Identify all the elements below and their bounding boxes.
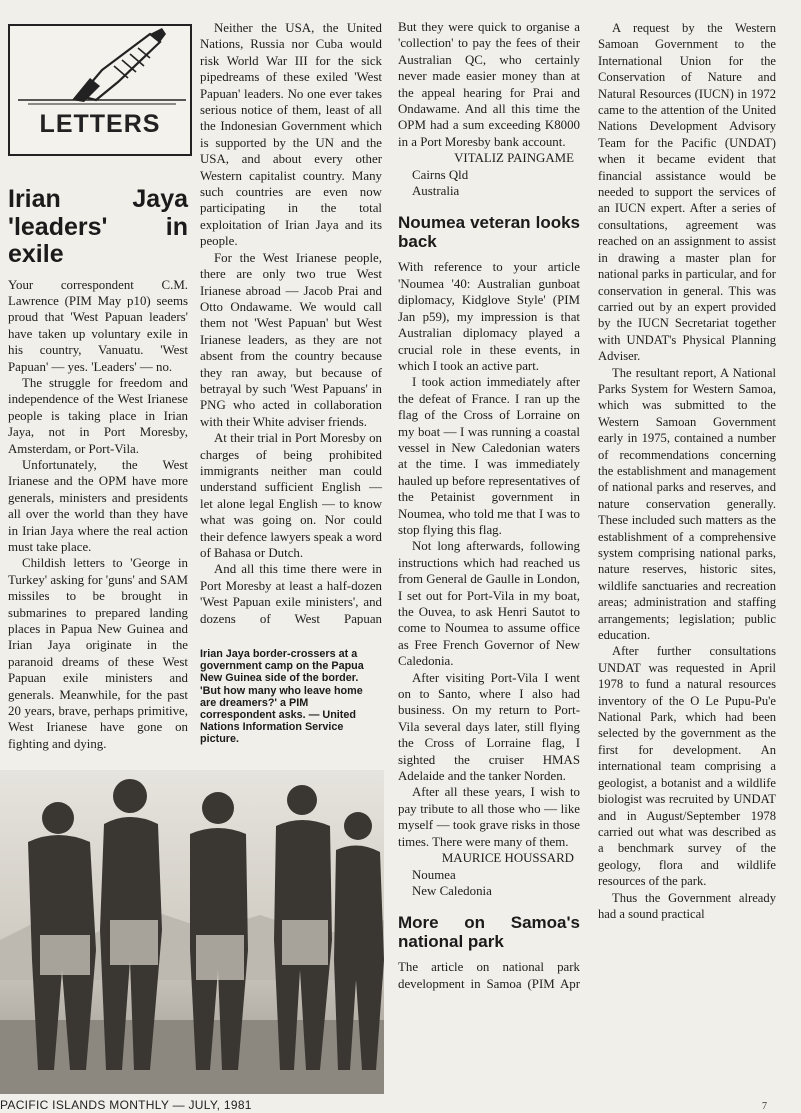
- letter1-paragraph: The struggle for freedom and independence of the West Irianese people is taking place in Irian Jaya, not in Port Moresby, Amsterdam, or Port-Vila.: [8, 375, 188, 456]
- letter1-signature-country: Australia: [412, 184, 460, 199]
- pen-and-ink-bottle-icon: [10, 26, 194, 106]
- letter1-paragraph: Childish letters to 'George in Turkey' asking for 'guns' and SAM missiles to be brought in submarines to prepared landing places in Papua New Guinea and Irian Jaya originate in the paranoid dreams of these West Papuan exile ministers and generals. Meanwhile, for the past 20 years, brave, perhaps primitive, West Irianese have gone on fighting and dying.: [8, 556, 188, 751]
- column-3: [398, 20, 580, 991]
- column-2: [200, 20, 382, 625]
- letter3-headline: More on Samoa's national park: [398, 913, 580, 952]
- letters-logo-text: LETTERS: [39, 110, 161, 138]
- letter1-paragraph: For the West Irianese people, there are only two true West Irianese abroad — Jacob Prai and Otto Ondawame. We would call them not 'West Papuan' but West Irianese leaders, as they are not absent from the country because they ran away, but because of betrayal by such 'West Papuans' in PNG who acted in collaboration with their White adviser friends.: [200, 250, 382, 429]
- letter3-paragraph: A request by the Western Samoan Government to the International Union for the Conservation of Nature and Natural Resources (IUCN) in 1972 came to the attention of the United Nations Development Advisory Team for the Pacific (UNDAT) when it became evident that financial assistance would be needed to support the services of an IUCN expert. After a series of consultations, agreement was reached on an assignment to assist in drawing a master plan for national parks in particular, and for conservation in general. This was carried out by an expert provided by the IUCN Secretariat together with UNDAT's Physical Planning Adviser.: [598, 21, 776, 364]
- letter2-paragraph: With reference to your article 'Noumea '40: Australian gunboat diplomacy, Kidglove Style' (PIM Jan p59), my impression is that Australian diplomacy played a crucial role in these events, in which I took an active part.: [398, 260, 580, 373]
- letter2-signature-city: Noumea: [412, 867, 456, 882]
- letter3-paragraph: The article on national park development in Samoa (PIM Apr: [398, 960, 580, 991]
- letter2-headline: Noumea veteran looks back: [398, 213, 580, 252]
- border-crossers-photo: [0, 770, 384, 1094]
- photo-caption: Irian Jaya border-crossers at a government camp on the Papua New Guinea side of the border. 'But how many who leave home are dreamers?' a PIM correspondent asks. — United Nations Information Service picture.: [200, 648, 364, 746]
- letter1-headline: Irian Jaya 'leaders' in exile: [8, 185, 188, 268]
- page-footer: PACIFIC ISLANDS MONTHLY — JULY, 1981: [0, 1098, 252, 1112]
- letter2-paragraph: After all these years, I wish to pay tribute to all those who — like myself — took grave risks in those times. There were many of them.: [398, 785, 580, 849]
- column-1: [8, 186, 188, 752]
- letter1-paragraph: Neither the USA, the United Nations, Russia nor Cuba would risk World War III for the sick pipedreams of these exiled 'West Papuan' leaders. No one ever takes serious notice of them, least of all the Indonesian Government which is supported by the UN and the USA, and about every other Western capitalist country. Many such countries are even now participating in the total exploitation of Irian Jaya and its people.: [200, 21, 382, 249]
- column-4: [598, 20, 776, 922]
- letter1-paragraph: And all this time there were in Port Moresby at least a half-dozen 'West Papuan exile ministers', and dozens of West Papuan: [200, 562, 382, 626]
- letter1-paragraph: But they were quick to organise a 'collection' to pay the fees of their Australian QC, who certainly never made easier money than at the appeal hearing for Prai and Ondawame. And all this time the OPM had a sum exceeding K8000 in a Port Moresby bank account.: [398, 20, 580, 149]
- letter2-signature-country: New Caledonia: [412, 883, 492, 898]
- letter2-paragraph: Not long afterwards, following instructions which had reached us from General de Gaulle in London, I set out for Port-Vila in my boat, the Ouvea, to ask Henri Sautot to come to Noumea to assume office as Free French Governor of New Caledonia.: [398, 539, 580, 669]
- letter1-signature-city: Cairns Qld: [412, 167, 469, 182]
- letter2-signature-name: MAURICE HOUSSARD: [441, 851, 574, 866]
- letter3-paragraph: Thus the Government already had a sound practical: [598, 890, 776, 921]
- letter3-paragraph: The resultant report, A National Parks System for Western Samoa, which was submitted to the Western Samoan Government early in 1975, contained a number of recommendations concerning the establishment and management of national parks and reserves, and nature conservation generally. These included such matters as the establishment of a comprehensive system comprising national parks, nature reserves, historic sites, wildlife sanctuaries and recreation areas; administration and staffing arrangements; legislation; public education.: [598, 365, 776, 643]
- letter2-paragraph: I took action immediately after the defeat of France. I ran up the flag of the Cross of Lorraine on my boat — I was running a coastal vessel in New Caledonian waters at the time. I was immediately hauled up before representatives of the Petainist government in Noumea, who told me that I was to stop flying this flag.: [398, 375, 580, 537]
- letter1-paragraph: Unfortunately, the West Irianese and the OPM have more generals, ministers and presidents all over the world than they have in Irian Jaya where the real action must take place.: [8, 457, 188, 554]
- letters-section-logo: [8, 24, 192, 156]
- letter3-paragraph: After further consultations UNDAT was requested in April 1978 to fund a natural resources inventory of the O Le Pupu-Pu'e National Park, which had been selected by the government as the first for development. An international team comprising a geologist, a botanist and a wildlife biologist was recruited by UNDAT and in August/September 1978 carried out what was described as a benchmark survey of the geology, flora and wildlife resources of the park.: [598, 644, 776, 889]
- letter2-paragraph: After visiting Port-Vila I went on to Santo, where I also had business. On my return to Port-Vila several days later, still flying the Cross of Lorraine flag, I sighted the cruiser HMAS Adelaide and the tanker Norden.: [398, 670, 580, 784]
- letter1-signature-name: VITALIZ PAINGAME: [454, 151, 574, 166]
- letter1-paragraph: Your correspondent C.M. Lawrence (PIM May p10) seems proud that 'West Papuan leaders' have taken up voluntary exile in his country, Vanuatu. 'West Papuan' — yes. 'Leaders' — no.: [8, 277, 188, 374]
- page-number: 7: [762, 1101, 767, 1112]
- letter1-paragraph: At their trial in Port Moresby on charges of being prohibited immigrants neither man could understand sufficient English — let alone legal English — to know what was going on. Nor could their defence lawyers speak a word of Bahasa or Dutch.: [200, 431, 382, 560]
